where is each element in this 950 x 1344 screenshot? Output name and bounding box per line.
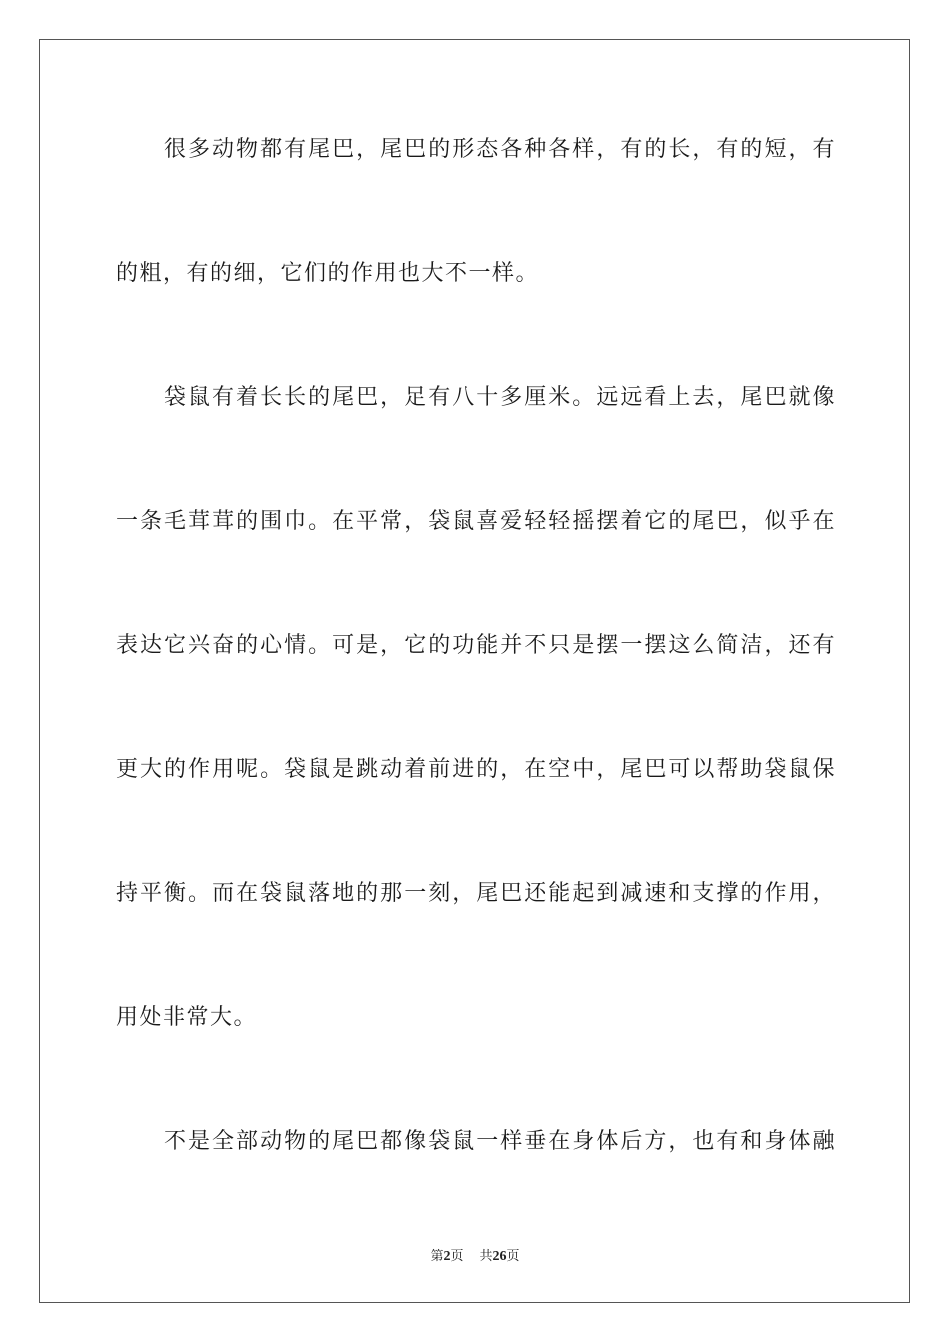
paragraph-1-line-2: 的粗，有的细，它们的作用也大不一样。 bbox=[116, 261, 540, 286]
paragraph-2-line-2: 一条毛茸茸的围巾。在平常，袋鼠喜爱轻轻摇摆着它的尾巴，似乎在 bbox=[116, 509, 836, 534]
page-number: 2 bbox=[443, 1249, 451, 1264]
total-suffix: 页 bbox=[506, 1249, 520, 1264]
paragraph-2-line-4: 更大的作用呢。袋鼠是跳动着前进的，在空中，尾巴可以帮助袋鼠保 bbox=[116, 757, 836, 782]
paragraph-2-line-3: 表达它兴奋的心情。可是，它的功能并不只是摆一摆这么简洁，还有 bbox=[116, 633, 836, 658]
paragraph-2-line-5: 持平衡。而在袋鼠落地的那一刻，尾巴还能起到减速和支撑的作用， bbox=[116, 881, 836, 906]
page-border bbox=[39, 39, 910, 1303]
page-footer bbox=[0, 1248, 950, 1266]
total-prefix: 共 bbox=[479, 1249, 493, 1264]
paragraph-3-line-1: 不是全部动物的尾巴都像袋鼠一样垂在身体后方，也有和身体融 bbox=[164, 1129, 836, 1154]
paragraph-2-line-6: 用处非常大。 bbox=[116, 1005, 258, 1030]
page-suffix: 页 bbox=[450, 1249, 464, 1264]
page-prefix: 第 bbox=[430, 1249, 444, 1264]
paragraph-2-line-1: 袋鼠有着长长的尾巴，足有八十多厘米。远远看上去，尾巴就像 bbox=[164, 385, 836, 410]
paragraph-1-line-1: 很多动物都有尾巴，尾巴的形态各种各样，有的长，有的短，有 bbox=[164, 137, 836, 162]
total-pages: 26 bbox=[492, 1249, 507, 1264]
